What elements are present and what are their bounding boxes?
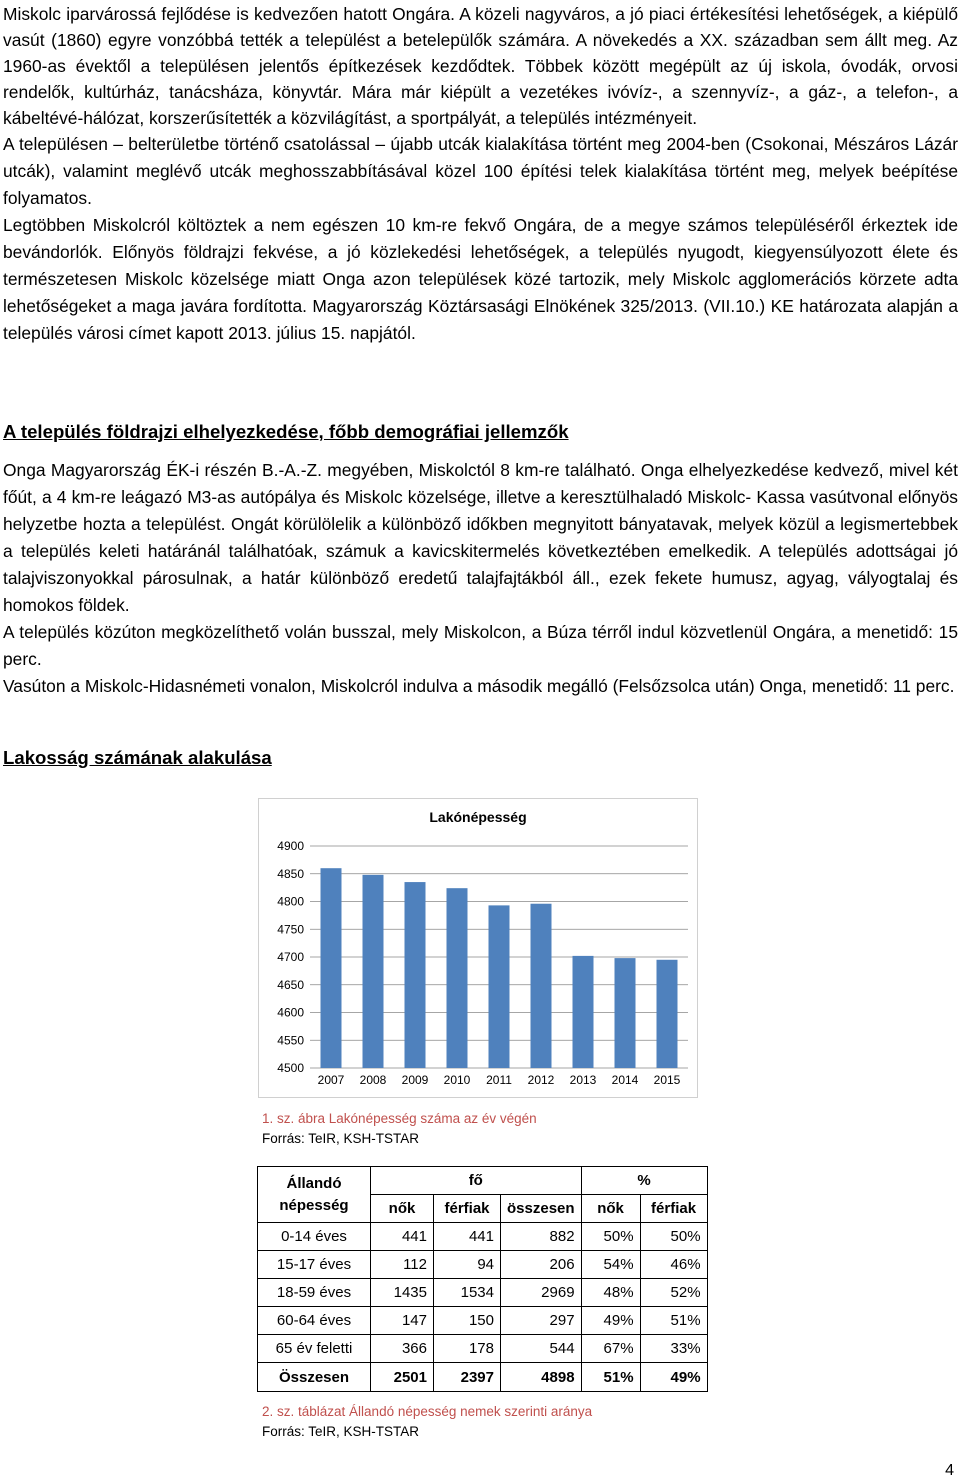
table-group-header-percent: %	[581, 1167, 707, 1195]
geography-text	[3, 457, 958, 700]
bar-2010	[447, 888, 468, 1068]
table-subheader-men: férfiak	[434, 1195, 501, 1223]
population-table	[257, 1166, 708, 1392]
intro-text	[3, 1, 958, 347]
table-subheader-total: összesen	[501, 1195, 582, 1223]
table-caption: 2. sz. táblázat Állandó népesség nemek szerinti aránya	[262, 1404, 593, 1419]
table-row	[258, 1223, 708, 1251]
x-tick-label: 2007	[317, 1073, 345, 1087]
table-subheader-men-pct: férfiak	[640, 1195, 707, 1223]
row-label: 18-59 éves	[258, 1279, 371, 1307]
cell: 46%	[640, 1251, 707, 1279]
bar-2007	[321, 868, 342, 1068]
table-subheader-women-pct: nők	[581, 1195, 640, 1223]
cell: 147	[371, 1307, 434, 1335]
cell: 94	[434, 1251, 501, 1279]
cell: 882	[501, 1223, 582, 1251]
cell: 544	[501, 1335, 582, 1363]
table-subheader-women: nők	[371, 1195, 434, 1223]
page-number: 4	[945, 1462, 954, 1479]
chart-y-tick-labels	[277, 839, 304, 1075]
cell: 52%	[640, 1279, 707, 1307]
cell: 51%	[640, 1307, 707, 1335]
row-label: 60-64 éves	[258, 1307, 371, 1335]
cell: 1435	[371, 1279, 434, 1307]
table-row	[258, 1279, 708, 1307]
y-tick-label: 4850	[277, 866, 304, 881]
geography-paragraph-2: A település közúton megközelíthető volán busszal, mely Miskolcon, a Búza térről indul közvetlenül Ongára, a menetidő: 15 perc.	[3, 622, 958, 669]
y-tick-label: 4750	[277, 922, 304, 937]
y-tick-label: 4700	[277, 950, 304, 964]
total-label: Összesen	[258, 1363, 371, 1392]
intro-paragraph-2: A településen – belterületbe történő csatolással – újabb utcák kialakítása történt meg 2004-ben (Csokonai, Mészáros Lázár utcák), valamint meglévő utcák meghosszabbításával közel 100 építési telek kialakítása történt meg, melyek beépítése folyamatos.	[3, 134, 958, 208]
section-heading-population: Lakosság számának alakulása	[3, 747, 272, 768]
x-tick-label: 2014	[611, 1073, 639, 1087]
x-tick-label: 2009	[401, 1073, 429, 1087]
bar-2011	[489, 905, 510, 1068]
cell: 67%	[581, 1335, 640, 1363]
cell: 297	[501, 1307, 582, 1335]
geography-paragraph-1: Onga Magyarország ÉK-i részén B.-A.-Z. megyében, Miskolctól 8 km-re található. Onga elhelyezkedése kedvező, mivel két főút, a 4 km-re leágazó M3-as autópálya és Miskolc közelsége, illetve a keresztülhaladó Miskolc- Kassa vasútvonal előnyös helyzetbe hozta a települést. Ongát körülölelik a különböző időkben megnyitott bányatavak, melyek közül a legismertebbek a település keleti határánál találhatóak, számuk a kavicskitermelés következtében emelkedik. A település adottságai jó talajviszonyokkal párosulnak, a határ különböző eredetű talajfajtákból áll., ezek fekete humusz, agyag, vályogtalaj és homokos földek.	[3, 460, 958, 615]
population-bar-chart	[258, 798, 698, 1098]
table-total-row	[258, 1363, 708, 1392]
y-tick-label: 4600	[277, 1005, 304, 1020]
x-tick-label: 2010	[443, 1073, 471, 1087]
intro-paragraph-3: Legtöbben Miskolcról költöztek a nem egészen 10 km-re fekvő Ongára, de a megye számos településéről érkeztek ide bevándorlók. Előnyös földrajzi fekvése, a jó közlekedési lehetőségek, a település nyugodt, kiegyensúlyozott élete és természetesen Miskolc közelsége miatt Onga azon települések közé tartozik, mely Miskolc agglomerációs körzete adta lehetőségeket a maga javára fordította. Magyarország Köztársasági Elnökének 325/2013. (VII.10.) KE határozata alapján a település városi címet kapott 2013. július 15. napjától.	[3, 215, 958, 343]
figure-caption: 1. sz. ábra Lakónépesség száma az év végén	[262, 1111, 537, 1126]
cell: 206	[501, 1251, 582, 1279]
y-tick-label: 4650	[277, 977, 304, 992]
bar-2014	[615, 958, 636, 1068]
cell: 48%	[581, 1279, 640, 1307]
cell: 441	[434, 1223, 501, 1251]
cell: 178	[434, 1335, 501, 1363]
cell: 150	[434, 1307, 501, 1335]
x-tick-label: 2008	[359, 1073, 387, 1087]
row-label: 0-14 éves	[258, 1223, 371, 1251]
cell: 50%	[640, 1223, 707, 1251]
x-tick-label: 2011	[486, 1073, 512, 1087]
y-tick-label: 4800	[277, 894, 304, 909]
total-cell: 4898	[501, 1363, 582, 1392]
y-tick-label: 4500	[277, 1061, 304, 1075]
table-row	[258, 1335, 708, 1363]
total-cell: 49%	[640, 1363, 707, 1392]
row-label: 15-17 éves	[258, 1251, 371, 1279]
cell: 50%	[581, 1223, 640, 1251]
chart-x-tick-labels	[318, 1073, 681, 1087]
table-row	[258, 1307, 708, 1335]
total-cell: 2501	[371, 1363, 434, 1392]
total-cell: 2397	[434, 1363, 501, 1392]
bar-2008	[363, 875, 384, 1068]
total-cell: 51%	[581, 1363, 640, 1392]
cell: 112	[371, 1251, 434, 1279]
chart-title: Lakónépesség	[429, 809, 527, 825]
table-corner-header: Állandó népesség	[258, 1167, 371, 1223]
bar-2009	[405, 882, 426, 1068]
y-tick-label: 4550	[277, 1033, 304, 1048]
bar-2013	[573, 956, 594, 1068]
y-tick-label: 4900	[277, 839, 304, 853]
x-tick-label: 2013	[569, 1073, 597, 1087]
figure-source: Forrás: TeIR, KSH-TSTAR	[262, 1131, 420, 1146]
cell: 1534	[434, 1279, 501, 1307]
intro-paragraph-1: Miskolc iparvárossá fejlődése is kedvezően hatott Ongára. A közeli nagyváros, a jó piaci értékesítési lehetőségek, a kiépülő vasút (1860) egyre vonzóbbá tették a települést a betelepülők számára. A növekedés a XX. században sem állt meg. Az 1960-as évektől a településen jelentős építkezések kezdődtek. Többek között megépült az új iskola, óvodák, orvosi rendelők, kultúrház, tanácsháza, könyvtár. Mára már kiépült a vezetékes ivóvíz-, a szennyvíz-, a gáz-, a telefon-, a kábeltévé-hálózat, korszerűsítették a közvilágítást, a sportpályát, a település intézményeit.	[3, 4, 958, 128]
geography-paragraph-3: Vasúton a Miskolc-Hidasnémeti vonalon, Miskolcról indulva a második megálló (Felsőzsolca után) Onga, menetidő: 11 perc.	[3, 676, 955, 696]
cell: 441	[371, 1223, 434, 1251]
cell: 49%	[581, 1307, 640, 1335]
cell: 33%	[640, 1335, 707, 1363]
cell: 54%	[581, 1251, 640, 1279]
x-tick-label: 2012	[527, 1073, 555, 1087]
table-group-header-count: fő	[371, 1167, 582, 1195]
table-row	[258, 1251, 708, 1279]
cell: 366	[371, 1335, 434, 1363]
bar-2015	[657, 960, 678, 1068]
bar-2012	[531, 904, 552, 1068]
section-heading-geography: A település földrajzi elhelyezkedése, főbb demográfiai jellemzők	[3, 421, 569, 442]
x-tick-label: 2015	[653, 1073, 681, 1087]
row-label: 65 év feletti	[258, 1335, 371, 1363]
table-source: Forrás: TeIR, KSH-TSTAR	[262, 1424, 420, 1439]
cell: 2969	[501, 1279, 582, 1307]
